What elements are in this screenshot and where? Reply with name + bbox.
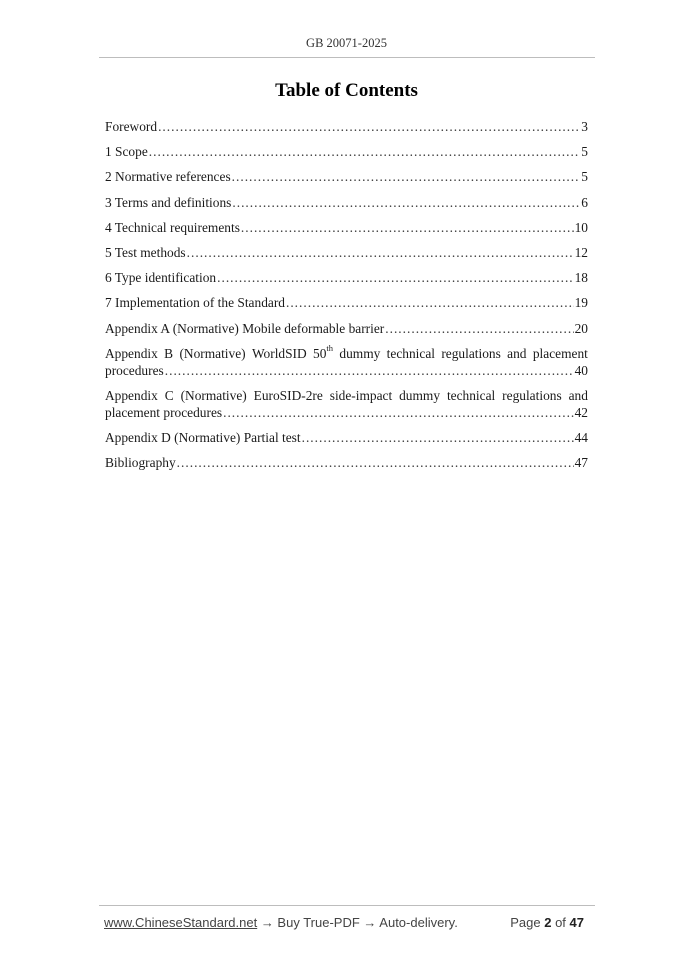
page-indicator bbox=[510, 915, 584, 930]
toc-leader-dots bbox=[286, 294, 574, 312]
toc-entry-page: 5 bbox=[581, 169, 588, 185]
current-page-number: 2 bbox=[544, 915, 552, 930]
toc-word: and bbox=[507, 345, 527, 361]
toc-word: dummy bbox=[399, 387, 441, 403]
toc-entry-label-line bbox=[105, 362, 588, 379]
toc-entry-page: 42 bbox=[574, 404, 588, 420]
toc-leader-dots bbox=[165, 362, 574, 379]
toc-entry-label: 2 Normative references bbox=[105, 169, 231, 185]
toc-entry-scope[interactable] bbox=[105, 143, 588, 168]
toc-entry-foreword[interactable] bbox=[105, 118, 588, 143]
toc-word: dummy bbox=[339, 345, 381, 361]
toc-ordinal-suffix: th bbox=[326, 343, 334, 354]
toc-leader-dots bbox=[217, 269, 573, 287]
toc-word: technical bbox=[446, 387, 496, 403]
toc-entry-label: procedures bbox=[105, 362, 164, 378]
toc-entry-label: Appendix D (Normative) Partial test bbox=[105, 429, 301, 445]
toc-leader-dots bbox=[158, 118, 580, 136]
toc-ordinal-number: 50 bbox=[313, 345, 327, 361]
toc-entry-label: 4 Technical requirements bbox=[105, 219, 240, 235]
toc-leader-dots bbox=[385, 320, 573, 338]
toc-entry-page: 12 bbox=[574, 244, 588, 260]
toc-entry-label: placement procedures bbox=[105, 404, 223, 420]
toc-word: WorldSID bbox=[251, 345, 307, 361]
toc-entry-page: 47 bbox=[574, 454, 588, 470]
toc-word: technical bbox=[386, 345, 435, 361]
toc-entry-page: 40 bbox=[574, 362, 588, 378]
footer-promo bbox=[104, 915, 458, 930]
toc-entry-normative-references[interactable] bbox=[105, 168, 588, 193]
website-link[interactable]: www.ChineseStandard.net bbox=[104, 915, 258, 930]
toc-entry-page: 18 bbox=[574, 270, 588, 286]
toc-entry-page: 20 bbox=[574, 320, 588, 336]
toc-word: and bbox=[568, 387, 588, 403]
total-pages-number: 47 bbox=[569, 915, 584, 930]
toc-entry-label: 6 Type identification bbox=[105, 270, 217, 286]
toc-entry-page: 44 bbox=[574, 429, 588, 445]
toc-entry-label: 7 Implementation of the Standard bbox=[105, 295, 285, 311]
running-header: GB 20071-2025 bbox=[306, 36, 387, 50]
toc-entry-test-methods[interactable] bbox=[105, 244, 588, 269]
toc-entry-terms-and-definitions[interactable] bbox=[105, 194, 588, 219]
toc-leader-dots bbox=[187, 244, 574, 262]
toc-entry-label: Bibliography bbox=[105, 454, 176, 470]
toc-entry-page: 19 bbox=[574, 295, 588, 311]
toc-entry-technical-requirements[interactable] bbox=[105, 219, 588, 244]
toc-entry-appendix-a[interactable] bbox=[105, 320, 588, 345]
toc-word: (Normative) bbox=[180, 387, 247, 403]
toc-word: placement bbox=[532, 345, 588, 361]
toc-word-ordinal bbox=[313, 345, 333, 362]
toc-leader-dots bbox=[302, 429, 574, 447]
page-word: Page bbox=[510, 915, 541, 930]
toc-word: (Normative) bbox=[179, 345, 246, 361]
toc-entry-page: 6 bbox=[581, 194, 588, 210]
toc-word: EuroSID-2re bbox=[253, 387, 323, 403]
toc-entry-page: 10 bbox=[574, 219, 588, 235]
toc-entry-appendix-c[interactable] bbox=[105, 387, 588, 421]
toc-title: Table of Contents bbox=[275, 80, 418, 101]
toc-word: regulations bbox=[441, 345, 501, 361]
toc-entry-label: Foreword bbox=[105, 119, 158, 134]
toc-leader-dots bbox=[177, 454, 574, 472]
toc-word: regulations bbox=[502, 387, 562, 403]
toc-leader-dots bbox=[232, 194, 580, 212]
toc-entry-type-identification[interactable] bbox=[105, 269, 588, 294]
toc-entry-page: 3 bbox=[581, 119, 588, 134]
page-of-word: of bbox=[555, 915, 566, 930]
toc-entry-page: 5 bbox=[581, 144, 588, 160]
toc-entry-label-line bbox=[105, 404, 588, 421]
toc-word: side-impact bbox=[329, 387, 393, 403]
toc-entry-label-line bbox=[105, 345, 588, 362]
toc-entry-label-line bbox=[105, 387, 588, 404]
toc-entry-bibliography[interactable] bbox=[105, 454, 588, 479]
footer-divider bbox=[99, 905, 595, 906]
table-of-contents bbox=[105, 118, 588, 479]
toc-entry-implementation[interactable] bbox=[105, 294, 588, 319]
toc-word: Appendix bbox=[105, 387, 158, 403]
toc-entry-label: 3 Terms and definitions bbox=[105, 194, 232, 210]
toc-entry-label: Appendix A (Normative) Mobile deformable barrier bbox=[105, 320, 385, 336]
footer-tagline: → Buy True-PDF → Auto-delivery. bbox=[257, 915, 458, 930]
toc-word: C bbox=[164, 387, 174, 403]
toc-entry-label: 5 Test methods bbox=[105, 244, 186, 260]
toc-entry-appendix-b[interactable] bbox=[105, 345, 588, 379]
toc-leader-dots bbox=[232, 168, 581, 186]
toc-leader-dots bbox=[241, 219, 574, 237]
toc-leader-dots bbox=[149, 143, 581, 161]
toc-entry-appendix-d[interactable] bbox=[105, 429, 588, 454]
toc-word: Appendix bbox=[105, 345, 158, 361]
header-divider bbox=[99, 57, 595, 58]
toc-leader-dots bbox=[223, 404, 574, 421]
toc-entry-label: 1 Scope bbox=[105, 144, 148, 160]
toc-word: B bbox=[164, 345, 174, 361]
